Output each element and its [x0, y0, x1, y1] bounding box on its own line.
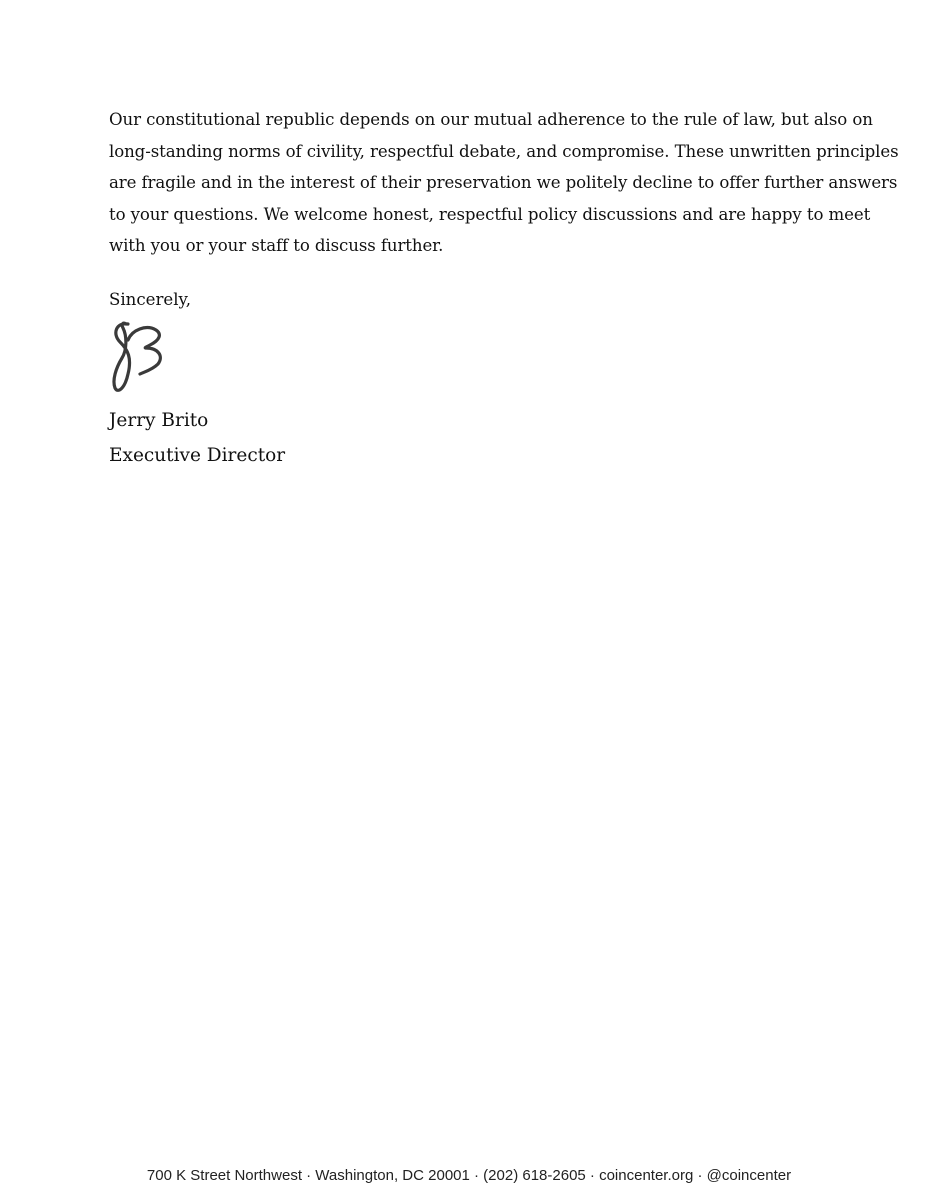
letter-closing: Sincerely,: [109, 290, 191, 309]
letterhead-footer: 700 K Street Northwest · Washington, DC 20001 · (202) 618-2605 · coincenter.org · @coincenter: [146, 1167, 792, 1184]
body-line: to your questions. We welcome honest, respectful policy discussions and are happy to meet: [109, 204, 871, 224]
body-line: Our constitutional republic depends on our mutual adherence to the rule of law, but also on: [109, 110, 873, 129]
body-line: with you or your staff to discuss further.: [109, 236, 444, 256]
body-line: long-standing norms of civility, respectful debate, and compromise. These unwritten principles: [109, 141, 899, 161]
handwritten-signature: [106, 318, 170, 398]
signer-name: Jerry Brito: [109, 410, 209, 431]
letter-body-paragraph: [109, 104, 899, 262]
signer-title: Executive Director: [109, 445, 286, 466]
body-line: are fragile and in the interest of their preservation we politely decline to offer further answers: [109, 173, 898, 193]
